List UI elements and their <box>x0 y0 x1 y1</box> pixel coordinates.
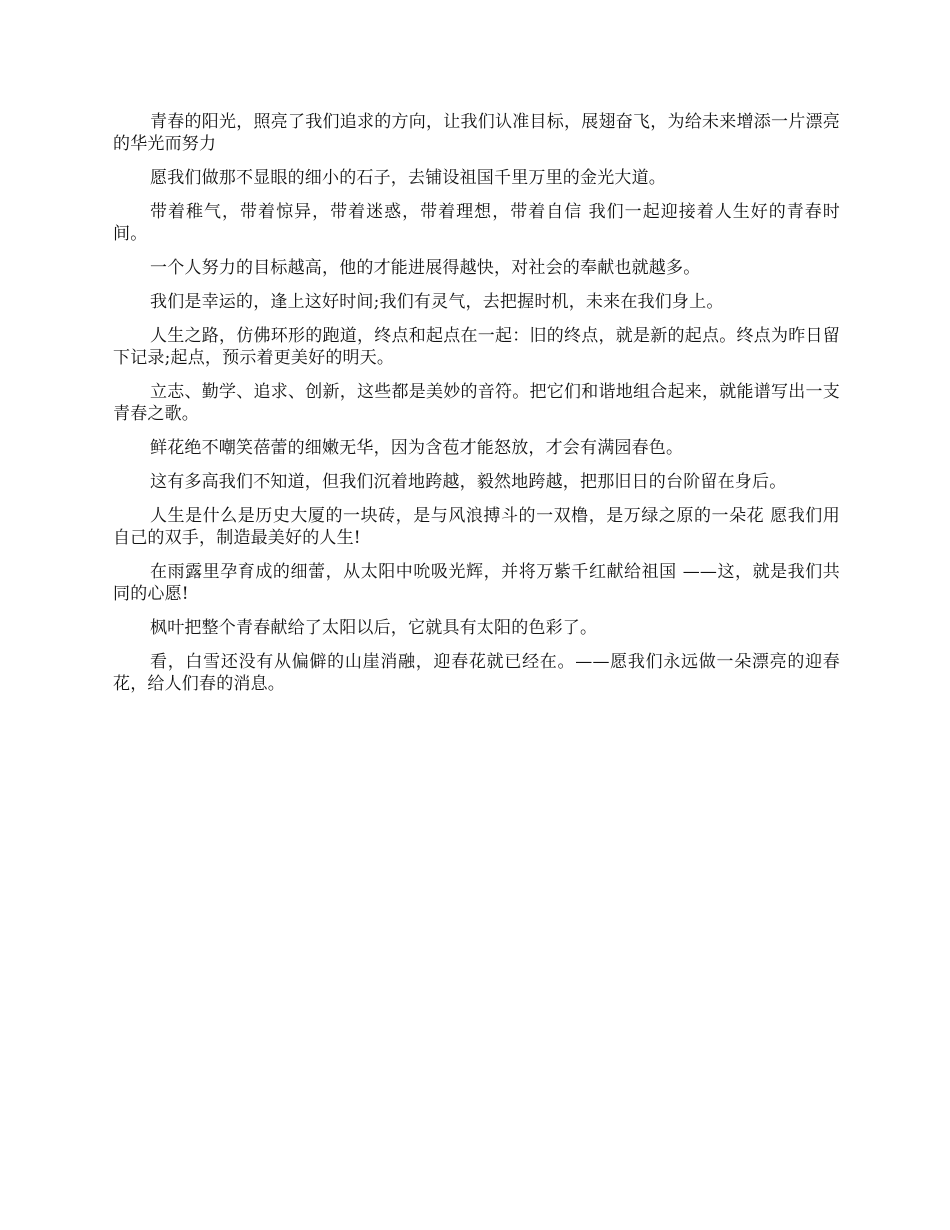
paragraph: 人生是什么是历史大厦的一块砖，是与风浪搏斗的一双橹，是万绿之原的一朵花 愿我们用自己的双手，制造最美好的人生! <box>113 506 840 548</box>
paragraph: 愿我们做那不显眼的细小的石子，去铺设祖国千里万里的金光大道。 <box>150 168 666 188</box>
paragraph: 这有多高我们不知道，但我们沉着地跨越，毅然地跨越，把那旧日的台阶留在身后。 <box>150 472 787 492</box>
paragraph: 带着稚气，带着惊异，带着迷惑，带着理想，带着自信 我们一起迎接着人生好的青春时间。 <box>113 202 840 244</box>
paragraph: 一个人努力的目标越高，他的才能进展得越快，对社会的奉献也就越多。 <box>150 258 701 278</box>
paragraph: 在雨露里孕育成的细蕾，从太阳中吮吸光辉，并将万紫千红献给祖国 ——这，就是我们共同的心愿! <box>113 562 840 604</box>
paragraph: 人生之路，仿佛环形的跑道，终点和起点在一起：旧的终点，就是新的起点。终点为昨日留下记录;起点，预示着更美好的明天。 <box>113 326 840 368</box>
paragraph: 青春的阳光，照亮了我们追求的方向，让我们认准目标，展翅奋飞，为给未来增添一片漂亮的华光而努力 <box>113 112 840 154</box>
paragraph: 看，白雪还没有从偏僻的山崖消融，迎春花就已经在。——愿我们永远做一朵漂亮的迎春花，给人们春的消息。 <box>113 652 840 694</box>
paragraph: 立志、勤学、追求、创新，这些都是美妙的音符。把它们和谐地组合起来，就能谱写出一支青春之歌。 <box>113 382 840 424</box>
paragraph: 枫叶把整个青春献给了太阳以后，它就具有太阳的色彩了。 <box>150 618 598 638</box>
document-body <box>113 111 840 707</box>
paragraph: 鲜花绝不嘲笑蓓蕾的细嫩无华，因为含苞才能怒放，才会有满园春色。 <box>150 438 684 458</box>
paragraph: 我们是幸运的，逢上这好时间;我们有灵气，去把握时机，未来在我们身上。 <box>150 292 724 312</box>
